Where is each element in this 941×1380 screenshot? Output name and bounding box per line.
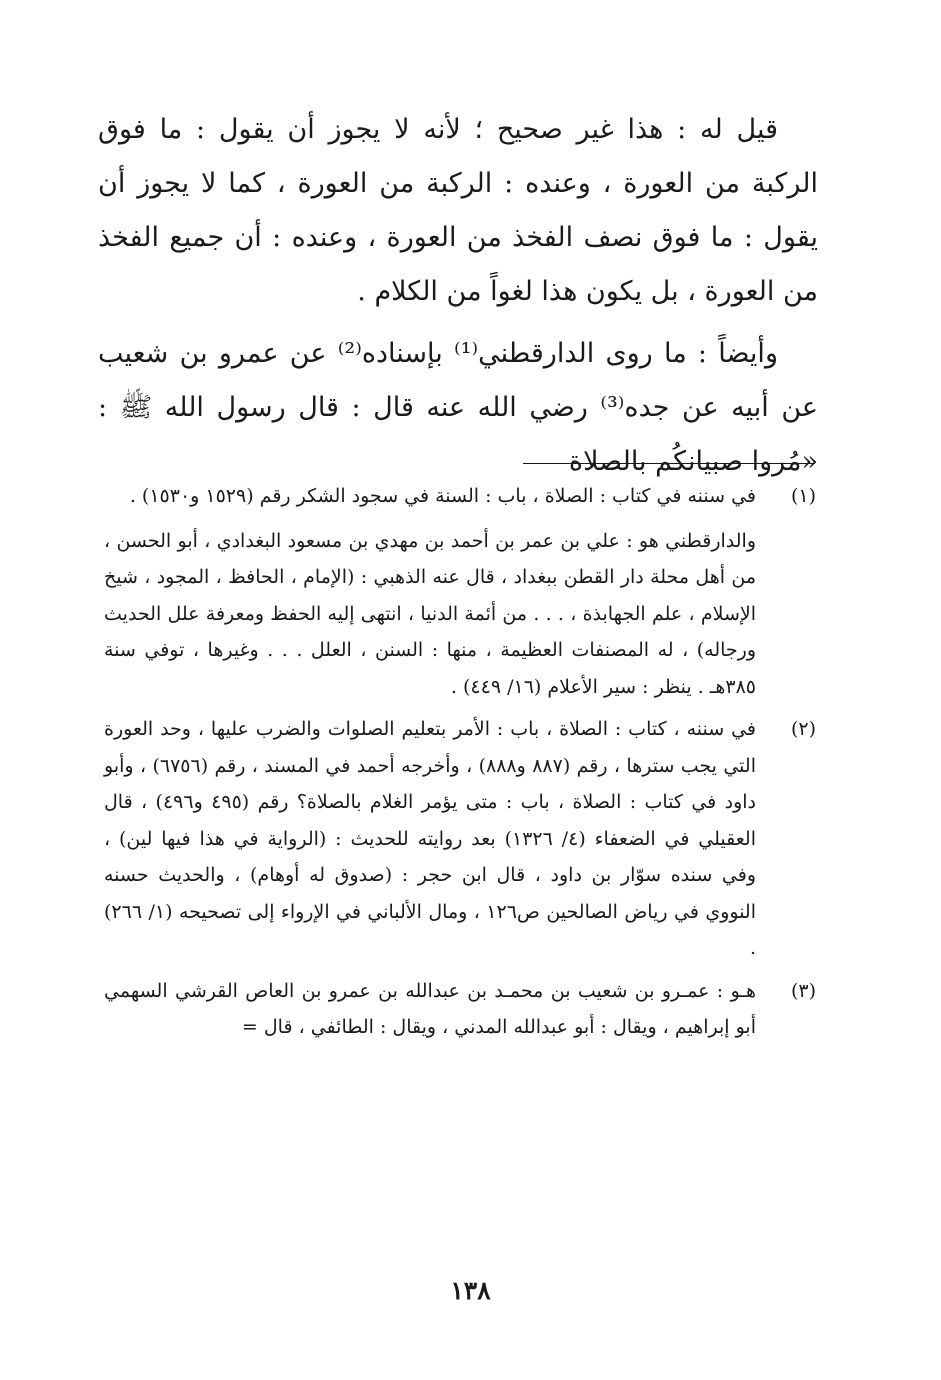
footnote-number: (١) (790, 485, 816, 507)
main-paragraph: قيل له : هذا غير صحيح ؛ لأنه لا يجوز أن يقول : ما فوق الركبة من العورة ، وعنده : الركبة من العورة ، كما لا يجوز أن يقول : ما فوق نصف الفخذ من العورة ، وعنده : أن جميع الفخذ من العورة ، بل يكون هذا لغواً من الكلام . (98, 114, 818, 307)
page-number: ١٣٨ (450, 1276, 491, 1305)
footnote-separator (523, 463, 813, 464)
footnote (104, 478, 816, 705)
footnote-number: (٣) (790, 979, 816, 1002)
footnote-body (104, 973, 756, 1046)
footnote (104, 711, 816, 967)
footnote-body (104, 478, 756, 705)
footnote-number: (٢) (790, 718, 816, 740)
footnote-text: هـو : عمـرو بن شعيب بن محمـد بن عبدالله بن عمرو بن العاص القرشي السهمي أبو إبراهيم ، ويقال : أبو عبدالله المدني ، ويقال : الطائفي ، قال = (104, 979, 756, 1038)
footnote (104, 973, 816, 1046)
footnote-text: في سننه ، كتاب : الصلاة ، باب : الأمر بتعليم الصلوات والضرب عليها ، وحد العورة التي يجب سترها ، رقم (٨٨٧ و٨٨٨) ، وأخرجه أحمد في المسند ، رقم (٦٧٥٦) ، وأبو داود في كتاب : الصلاة ، باب : متى يؤمر الغلام بالصلاة؟ رقم (٤٩٥ و٤٩٦) ، قال العقيلي في الضعفاء (٤/ ١٣٢٦) بعد روايته للحديث : (الرواية في هذا فيها لين) ، وفي سنده سوّار بن داود ، قال ابن حجر : (صدوق له أوهام) ، والحديث حسنه النووي في رياض الصالحين ص١٢٦ ، ومال الألباني في الإرواء إلى تصحيحه (١/ ٢٦٦) . (104, 718, 756, 959)
main-text (98, 103, 818, 489)
main-paragraph: وأيضاً : ما روى الدارقطني⁽¹⁾ بإسناده⁽²⁾ عن عمرو بن شعيب عن أبيه عن جده⁽³⁾ رضي الله عنه قال : قال رسول الله ﷺ : «مُروا صبيانكُم بالصلاة (98, 338, 818, 477)
footnotes (104, 478, 816, 1046)
footnote-text: في سننه في كتاب : الصلاة ، باب : السنة في سجود الشكر رقم (١٥٢٩ و١٥٣٠) . (129, 485, 756, 507)
footnote-body (104, 711, 756, 967)
footnote-text: والدارقطني هو : علي بن عمر بن أحمد بن مهدي بن مسعود البغدادي ، أبو الحسن ، من أهل محلة دار القطن ببغداد ، قال عنه الذهبي : (الإمام ، الحافظ ، المجود ، شيخ الإسلام ، علم الجهابذة ، . . . من أئمة الدنيا ، انتهى إليه الحفظ ومعرفة علل الحديث ورجاله) ، له المصنفات العظيمة ، منها : السنن ، العلل . . . وغيرها ، توفي سنة ٣٨٥هـ . ينظر : سير الأعلام (١٦/ ٤٤٩) . (104, 529, 756, 698)
